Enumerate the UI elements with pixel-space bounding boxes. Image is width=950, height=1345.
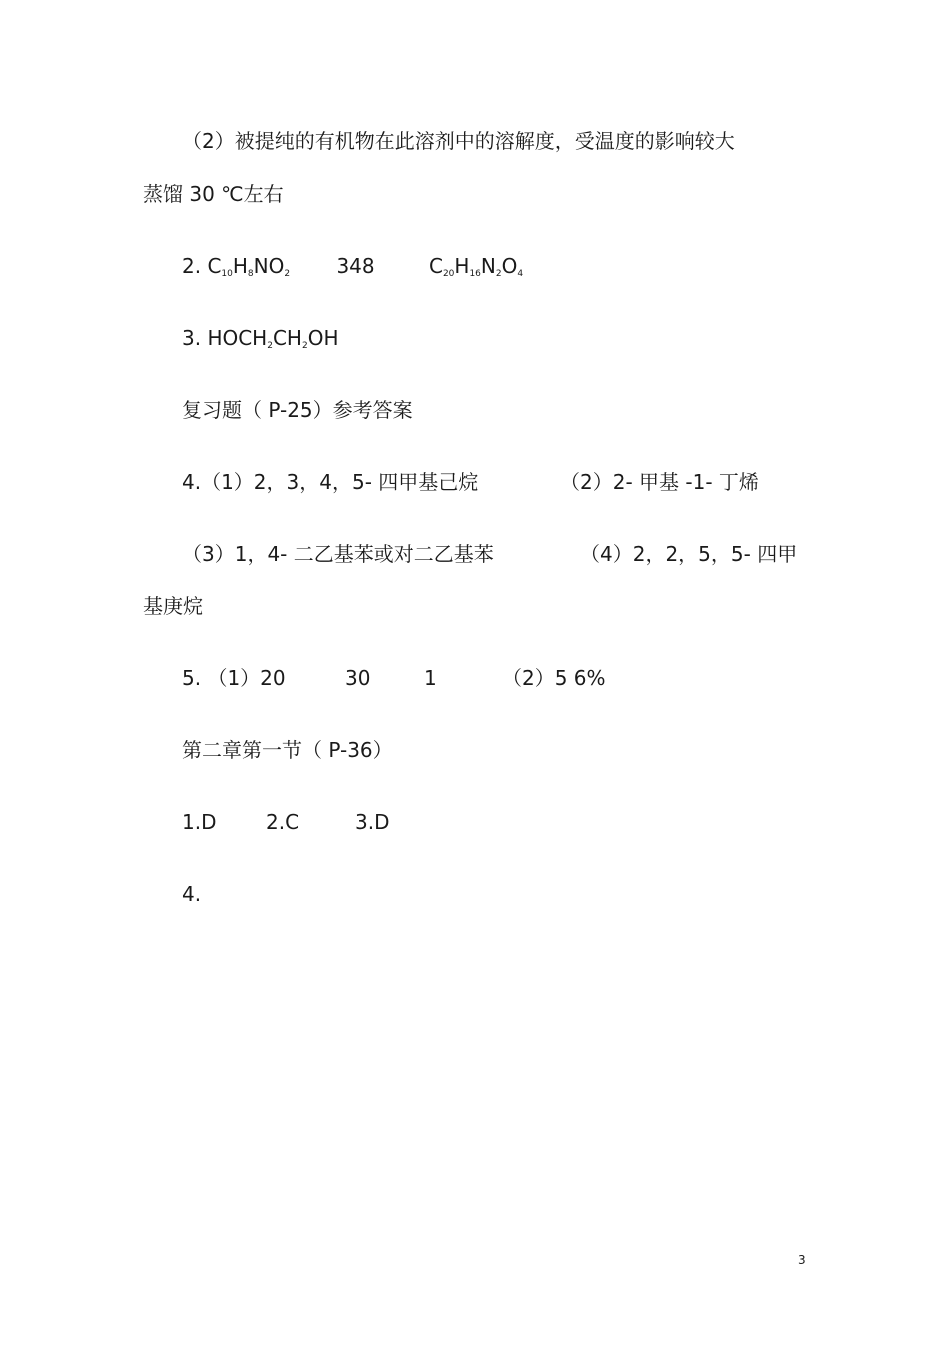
answer-2-number: 2. C [182, 254, 222, 278]
answer-4-chapter2: 4. [182, 882, 202, 906]
answer-4-wrap: 基庚烷 [143, 594, 203, 618]
answer-2: 2. $C_{10}H_8NO_2$ 348 $C_{20}H_{16}N_2O_4$ [182, 254, 524, 279]
page-number: 3 [798, 1253, 806, 1267]
multiple-choice-answers: 1.D 2.C 3.D [182, 810, 390, 834]
review-section-title: 复习题（ P-25）参考答案 [182, 398, 413, 422]
answer-3: 3. $HOCH_2CH_2OH$ [182, 326, 339, 351]
answer-5: 5. （1）20 30 1 （2）5 6% [182, 666, 606, 690]
distillation-note: 蒸馏 30 ℃左右 [143, 182, 284, 206]
answer-4: 4.（1）2，3，4，5- 四甲基己烷 （2）2- 甲基 -1- 丁烯 [182, 470, 759, 494]
chapter-heading: 第二章第一节（ P-36） [182, 738, 393, 762]
answer-q2-part2: （2）被提纯的有机物在此溶剂中的溶解度，受温度的影响较大 [182, 129, 735, 153]
molar-mass: 348 [336, 254, 375, 278]
answer-4-continued: （3）1，4- 二乙基苯或对二乙基苯 （4）2，2，5，5- 四甲 [182, 542, 798, 566]
